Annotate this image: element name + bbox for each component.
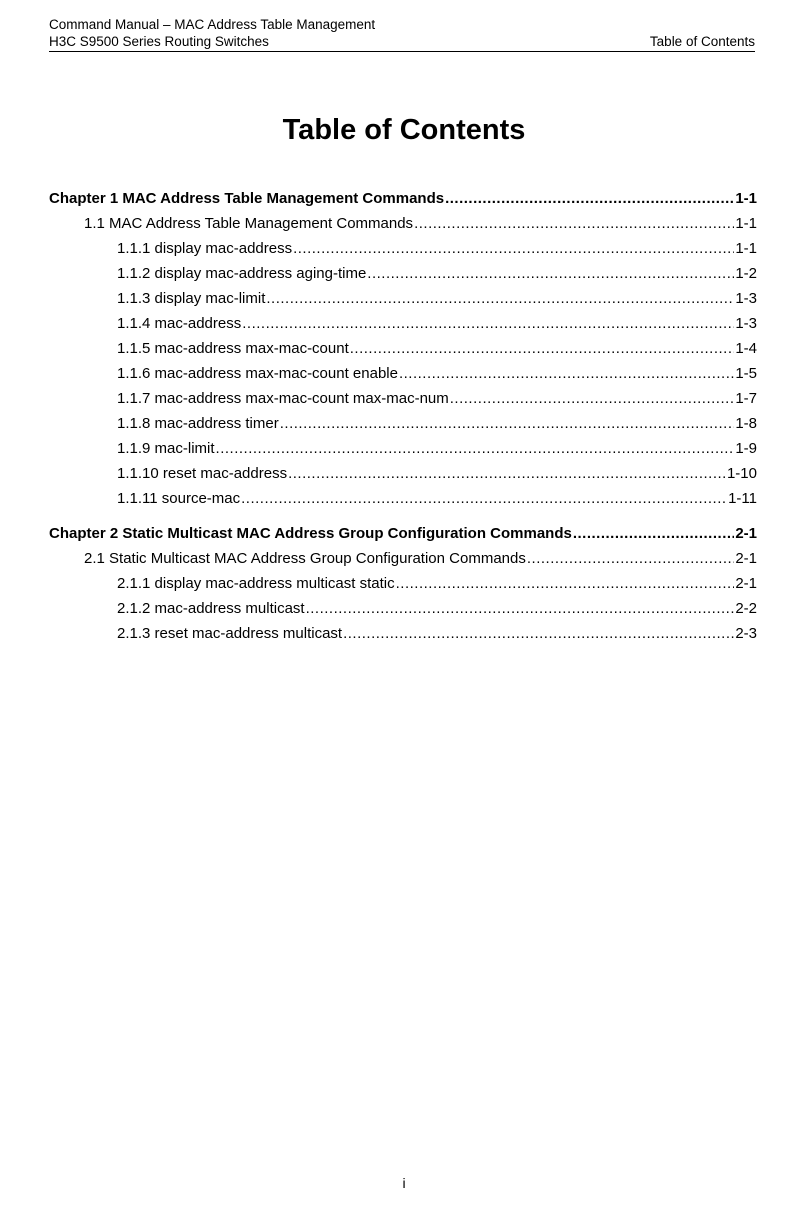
toc-entry-label: 1.1.7 mac-address max-mac-count max-mac-num xyxy=(117,390,449,407)
dot-leader xyxy=(367,261,734,286)
dot-leader xyxy=(216,436,735,461)
toc-entry-1-1-9[interactable] xyxy=(49,436,757,461)
dot-leader xyxy=(527,546,734,571)
page-header xyxy=(49,16,755,52)
page-title: Table of Contents xyxy=(282,114,526,146)
dot-leader xyxy=(288,461,726,486)
toc-entry-label: 2.1.2 mac-address multicast xyxy=(117,600,305,617)
toc-entry-label: 1.1.11 source-mac xyxy=(117,490,241,507)
toc-entry-label: 1.1.1 display mac-address xyxy=(117,240,293,257)
toc-entry-page: 2-1 xyxy=(735,525,757,542)
dot-leader xyxy=(306,596,735,621)
toc-entry-label: 1.1 MAC Address Table Management Commands xyxy=(84,215,414,232)
toc-entry-page: 1-1 xyxy=(735,190,757,207)
toc-entry-1-1[interactable] xyxy=(49,211,757,236)
dot-leader xyxy=(399,361,734,386)
product-name: H3C S9500 Series Routing Switches xyxy=(49,34,269,49)
toc-entry-page: 1-10 xyxy=(726,465,757,482)
toc-entry-label: 2.1 Static Multicast MAC Address Group Configuration Commands xyxy=(84,550,526,567)
toc-entry-1-1-2[interactable] xyxy=(49,261,757,286)
dot-leader xyxy=(350,336,735,361)
dot-leader xyxy=(242,311,734,336)
toc-entry-label: 1.1.9 mac-limit xyxy=(117,440,215,457)
header-row xyxy=(49,33,755,50)
toc-entry-1-1-4[interactable] xyxy=(49,311,757,336)
toc-entry-page: 2-1 xyxy=(735,575,757,592)
toc-entry-1-1-6[interactable] xyxy=(49,361,757,386)
toc-entry-page: 1-3 xyxy=(735,315,757,332)
toc-entry-page: 2-1 xyxy=(735,550,757,567)
toc-entry-label: 1.1.8 mac-address timer xyxy=(117,415,279,432)
toc-entry-label: 1.1.3 display mac-limit xyxy=(117,290,266,307)
toc-entry-page: 1-7 xyxy=(735,390,757,407)
toc-entry-label: 1.1.2 display mac-address aging-time xyxy=(117,265,367,282)
dot-leader xyxy=(293,236,734,261)
toc-entry-page: 1-2 xyxy=(735,265,757,282)
toc-entry-label: Chapter 2 Static Multicast MAC Address Group Configuration Commands xyxy=(49,525,572,542)
page-number: i xyxy=(402,1175,406,1191)
toc-entry-page: 1-1 xyxy=(735,215,757,232)
toc-entry-2-1[interactable] xyxy=(49,546,757,571)
dot-leader xyxy=(573,521,734,546)
toc-entry-2-1-1[interactable] xyxy=(49,571,757,596)
toc-entry-page: 1-3 xyxy=(735,290,757,307)
dot-leader xyxy=(266,286,734,311)
dot-leader xyxy=(445,186,734,211)
toc-entry-chapter-1[interactable] xyxy=(49,186,757,211)
toc-entry-page: 1-9 xyxy=(735,440,757,457)
toc-entry-label: 1.1.5 mac-address max-mac-count xyxy=(117,340,349,357)
section-name: Table of Contents xyxy=(649,34,755,49)
dot-leader xyxy=(280,411,735,436)
toc-entry-1-1-1[interactable] xyxy=(49,236,757,261)
manual-title: Command Manual – MAC Address Table Management xyxy=(49,17,376,32)
dot-leader xyxy=(396,571,735,596)
dot-leader xyxy=(450,386,735,411)
toc-entry-label: 1.1.10 reset mac-address xyxy=(117,465,288,482)
toc-entry-label: 1.1.6 mac-address max-mac-count enable xyxy=(117,365,398,382)
toc-entry-page: 1-11 xyxy=(728,490,757,507)
toc-entry-page: 1-5 xyxy=(735,365,757,382)
toc-entry-2-1-2[interactable] xyxy=(49,596,757,621)
toc-entry-page: 1-4 xyxy=(735,340,757,357)
toc-entry-label: Chapter 1 MAC Address Table Management Commands xyxy=(49,190,445,207)
toc-entry-1-1-10[interactable] xyxy=(49,461,757,486)
toc-entry-page: 1-1 xyxy=(735,240,757,257)
toc-entry-page: 2-2 xyxy=(735,600,757,617)
toc-entry-1-1-3[interactable] xyxy=(49,286,757,311)
toc-entry-2-1-3[interactable] xyxy=(49,621,757,646)
toc-entry-page: 2-3 xyxy=(735,625,757,642)
toc-entry-1-1-7[interactable] xyxy=(49,386,757,411)
toc-entry-chapter-2[interactable] xyxy=(49,521,757,546)
table-of-contents xyxy=(49,186,757,646)
toc-entry-1-1-11[interactable] xyxy=(49,486,757,511)
toc-entry-label: 1.1.4 mac-address xyxy=(117,315,242,332)
toc-entry-label: 2.1.3 reset mac-address multicast xyxy=(117,625,343,642)
dot-leader xyxy=(343,621,734,646)
toc-entry-1-1-8[interactable] xyxy=(49,411,757,436)
dot-leader xyxy=(414,211,734,236)
toc-entry-page: 1-8 xyxy=(735,415,757,432)
toc-entry-1-1-5[interactable] xyxy=(49,336,757,361)
toc-entry-label: 2.1.1 display mac-address multicast static xyxy=(117,575,395,592)
dot-leader xyxy=(241,486,727,511)
